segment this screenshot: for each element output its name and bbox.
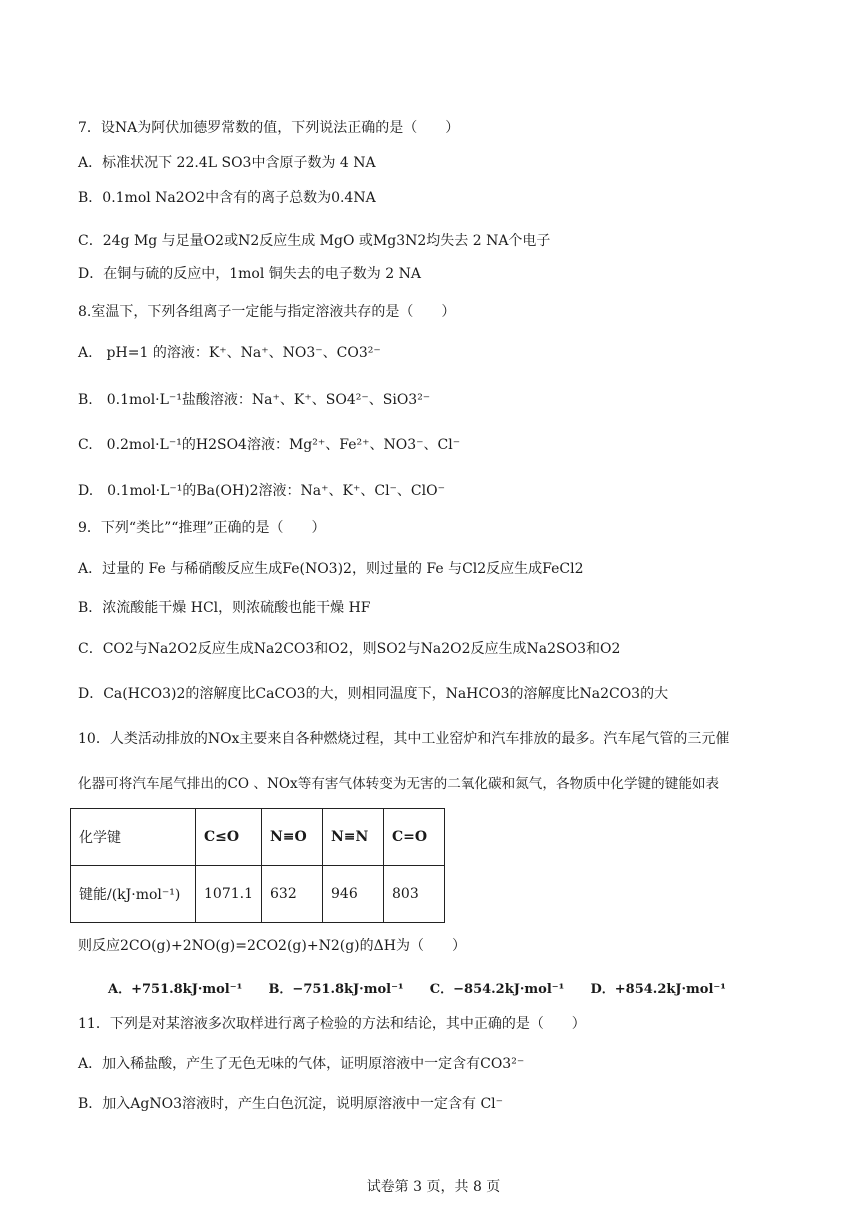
q7-stem: 7．设NA为阿伏加德罗常数的值，下列说法正确的是（ ）	[78, 120, 460, 136]
q8-option-a: A. pH=1 的溶液：K⁺、Na⁺、NO3⁻、CO3²⁻	[78, 345, 381, 361]
q11-stem: 11．下列是对某溶液多次取样进行离子检验的方法和结论，其中正确的是（ ）	[78, 1016, 586, 1032]
q11-option-b: B．加入AgNO3溶液时，产生白色沉淀，说明原溶液中一定含有 Cl⁻	[78, 1096, 504, 1112]
q10-option-a: A．+751.8kJ·mol⁻¹	[108, 982, 243, 997]
bond-energy-table	[70, 808, 445, 923]
q7-option-c: C．24g Mg 与足量O2或N2反应生成 MgO 或Mg3N2均失去 2 NA个电子	[78, 233, 551, 249]
q7-option-d: D．在铜与硫的反应中，1mol 铜失去的电子数为 2 NA	[78, 266, 421, 282]
q9-option-c: C．CO2与Na2O2反应生成Na2CO3和O2，则SO2与Na2O2反应生成Na2SO3和O2	[78, 641, 621, 657]
q9-option-d: D．Ca(HCO3)2的溶解度比CaCO3的大，则相同温度下，NaHCO3的溶解度比Na2CO3的大	[78, 686, 669, 702]
q8-option-d: D. 0.1mol·L⁻¹的Ba(OH)2溶液：Na⁺、K⁺、Cl⁻、ClO⁻	[78, 483, 445, 499]
page-footer: 试卷第 3 页，共 8 页	[366, 1179, 501, 1195]
table-row	[71, 866, 445, 923]
table-cell: 1071.1	[196, 866, 262, 923]
q9-option-b: B．浓流酸能干燥 HCl，则浓硫酸也能干燥 HF	[78, 600, 371, 616]
table-cell: 803	[384, 866, 445, 923]
table-cell: N≡N	[323, 809, 384, 866]
q8-stem: 8.室温下，下列各组离子一定能与指定溶液共存的是（ ）	[78, 304, 456, 320]
table-cell: N≡O	[262, 809, 323, 866]
q10-stem-line3: 则反应2CO(g)+2NO(g)=2CO2(g)+N2(g)的ΔH为（ ）	[78, 938, 466, 954]
q10-stem-line1: 10．人类活动排放的NOx主要来自各种燃烧过程，其中工业窑炉和汽车排放的最多。汽车尾气管的三元催	[78, 731, 730, 747]
table-cell: 化学键	[71, 809, 196, 866]
q10-stem-line2: 化器可将汽车尾气排出的CO 、NOx等有害气体转变为无害的二氧化碳和氮气，各物质中化学键的键能如表	[78, 776, 720, 792]
q10-option-d: D．+854.2kJ·mol⁻¹	[590, 982, 726, 997]
q8-option-c: C. 0.2mol·L⁻¹的H2SO4溶液：Mg²⁺、Fe²⁺、NO3⁻、Cl⁻	[78, 437, 461, 453]
q10-option-b: B．−751.8kJ·mol⁻¹	[268, 982, 404, 997]
q7-option-a: A．标准状况下 22.4L SO3中含原子数为 4 NA	[78, 155, 376, 171]
q9-stem: 9．下列“类比”“推理”正确的是（ ）	[78, 520, 326, 536]
table-cell: 键能/(kJ·mol⁻¹)	[71, 866, 196, 923]
table-cell: 946	[323, 866, 384, 923]
table-cell: C≤O	[196, 809, 262, 866]
table-cell: 632	[262, 866, 323, 923]
q11-option-a: A．加入稀盐酸，产生了无色无味的气体，证明原溶液中一定含有CO3²⁻	[78, 1056, 525, 1072]
table-cell: C=O	[384, 809, 445, 866]
q10-options	[108, 978, 748, 997]
q10-option-c: C．−854.2kJ·mol⁻¹	[429, 982, 565, 997]
q8-option-b: B. 0.1mol·L⁻¹盐酸溶液：Na⁺、K⁺、SO4²⁻、SiO3²⁻	[78, 392, 431, 408]
table-header-row	[71, 809, 445, 866]
q9-option-a: A．过量的 Fe 与稀硝酸反应生成Fe(NO3)2，则过量的 Fe 与Cl2反应生成FeCl2	[78, 561, 584, 577]
q7-option-b: B．0.1mol Na2O2中含有的离子总数为0.4NA	[78, 190, 376, 206]
